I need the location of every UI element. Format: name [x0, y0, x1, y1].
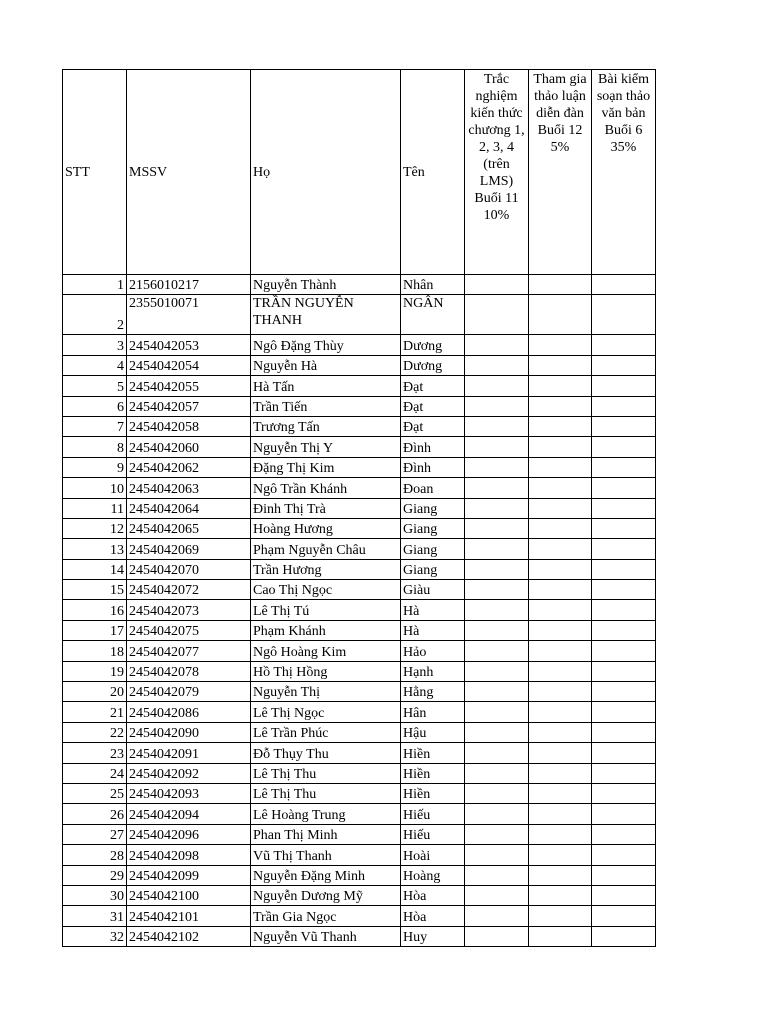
row-stt: 20 — [63, 682, 127, 702]
row-mssv: 2454042053 — [127, 335, 251, 355]
table-row — [63, 641, 656, 661]
row-score-quiz — [465, 702, 529, 722]
row-score-test — [592, 457, 656, 477]
row-mssv: 2454042075 — [127, 620, 251, 640]
row-mssv: 2454042063 — [127, 478, 251, 498]
row-ho: Nguyễn Vũ Thanh — [251, 926, 401, 946]
row-ho: Nguyễn Thị Y — [251, 437, 401, 457]
row-score-forum — [529, 335, 592, 355]
header-score-quiz — [465, 70, 529, 275]
row-mssv: 2454042090 — [127, 722, 251, 742]
table-row — [63, 824, 656, 844]
row-ho: Nguyễn Hà — [251, 355, 401, 375]
row-ho: Lê Trần Phúc — [251, 722, 401, 742]
row-score-forum — [529, 539, 592, 559]
row-ho: Trương Tấn — [251, 416, 401, 436]
header-score-quiz-line: Trắc — [483, 72, 510, 87]
row-score-forum — [529, 478, 592, 498]
table-row — [63, 376, 656, 396]
row-ten: Hòa — [401, 906, 465, 926]
row-score-quiz — [465, 275, 529, 295]
row-stt: 13 — [63, 539, 127, 559]
header-score-test-line: văn bản — [601, 106, 646, 121]
row-ho: Đinh Thị Trà — [251, 498, 401, 518]
row-ho: Nguyễn Dương Mỹ — [251, 885, 401, 905]
row-score-test — [592, 620, 656, 640]
row-stt: 4 — [63, 355, 127, 375]
row-score-quiz — [465, 845, 529, 865]
table-row — [63, 763, 656, 783]
row-score-quiz — [465, 437, 529, 457]
row-stt: 14 — [63, 559, 127, 579]
header-score-forum — [529, 70, 592, 275]
row-ten: Hà — [401, 600, 465, 620]
row-score-test — [592, 783, 656, 803]
row-ten: Giang — [401, 539, 465, 559]
row-score-test — [592, 335, 656, 355]
header-ten: Tên — [401, 70, 465, 275]
row-mssv: 2454042062 — [127, 457, 251, 477]
row-ho: Vũ Thị Thanh — [251, 845, 401, 865]
row-score-quiz — [465, 539, 529, 559]
row-ho: Ngô Đặng Thùy — [251, 335, 401, 355]
row-stt: 30 — [63, 885, 127, 905]
row-ho: Ngô Hoàng Kim — [251, 641, 401, 661]
row-score-quiz — [465, 885, 529, 905]
row-score-quiz — [465, 518, 529, 538]
row-score-forum — [529, 763, 592, 783]
row-ho: Cao Thị Ngọc — [251, 580, 401, 600]
row-score-test — [592, 885, 656, 905]
row-ho: Đỗ Thụy Thu — [251, 743, 401, 763]
row-score-forum — [529, 743, 592, 763]
row-mssv: 2355010071 — [127, 295, 251, 335]
row-score-test — [592, 661, 656, 681]
row-score-quiz — [465, 416, 529, 436]
row-score-test — [592, 295, 656, 335]
row-score-quiz — [465, 722, 529, 742]
row-score-forum — [529, 906, 592, 926]
row-ho: Phạm Khánh — [251, 620, 401, 640]
table-row — [63, 437, 656, 457]
row-stt: 29 — [63, 865, 127, 885]
row-mssv: 2454042070 — [127, 559, 251, 579]
row-mssv: 2454042091 — [127, 743, 251, 763]
row-score-forum — [529, 783, 592, 803]
row-score-forum — [529, 702, 592, 722]
table-row — [63, 845, 656, 865]
row-ten: Hòa — [401, 885, 465, 905]
row-stt: 6 — [63, 396, 127, 416]
header-score-test-line: Buổi 6 — [604, 123, 643, 138]
row-score-quiz — [465, 396, 529, 416]
header-score-quiz-line: kiến thức — [470, 106, 523, 121]
table-row — [63, 295, 656, 335]
row-ten: Hằng — [401, 682, 465, 702]
row-mssv: 2454042054 — [127, 355, 251, 375]
row-score-test — [592, 478, 656, 498]
row-score-test — [592, 376, 656, 396]
row-score-forum — [529, 600, 592, 620]
row-ho: Trần Hương — [251, 559, 401, 579]
row-score-quiz — [465, 580, 529, 600]
row-score-quiz — [465, 498, 529, 518]
header-row — [63, 70, 656, 275]
row-score-forum — [529, 396, 592, 416]
row-score-quiz — [465, 620, 529, 640]
row-score-test — [592, 437, 656, 457]
table-row — [63, 783, 656, 803]
header-ho: Họ — [251, 70, 401, 275]
row-ho: Hồ Thị Hồng — [251, 661, 401, 681]
row-score-quiz — [465, 600, 529, 620]
row-score-quiz — [465, 376, 529, 396]
row-ho: Nguyễn Thành — [251, 275, 401, 295]
row-score-forum — [529, 498, 592, 518]
row-score-quiz — [465, 682, 529, 702]
row-ten: Hiếu — [401, 824, 465, 844]
table-row — [63, 478, 656, 498]
row-ho: Ngô Trần Khánh — [251, 478, 401, 498]
table-row — [63, 335, 656, 355]
table-row — [63, 457, 656, 477]
row-score-forum — [529, 559, 592, 579]
row-mssv: 2454042077 — [127, 641, 251, 661]
row-score-test — [592, 539, 656, 559]
row-score-forum — [529, 865, 592, 885]
row-ten: Huy — [401, 926, 465, 946]
row-mssv: 2454042096 — [127, 824, 251, 844]
row-stt: 31 — [63, 906, 127, 926]
row-stt: 18 — [63, 641, 127, 661]
row-score-forum — [529, 376, 592, 396]
header-score-forum-line: diễn đàn — [536, 106, 584, 121]
row-score-quiz — [465, 763, 529, 783]
row-score-test — [592, 702, 656, 722]
row-ten: Hiền — [401, 743, 465, 763]
row-mssv: 2454042079 — [127, 682, 251, 702]
row-ten: Giang — [401, 518, 465, 538]
row-ho: Đặng Thị Kim — [251, 457, 401, 477]
row-stt: 24 — [63, 763, 127, 783]
row-ten: Hiền — [401, 783, 465, 803]
row-ten: Đình — [401, 457, 465, 477]
row-ho: Trần Tiến — [251, 396, 401, 416]
row-ho: Lê Thị Ngọc — [251, 702, 401, 722]
row-score-test — [592, 416, 656, 436]
row-stt: 9 — [63, 457, 127, 477]
row-ten: Giang — [401, 498, 465, 518]
row-stt: 7 — [63, 416, 127, 436]
row-ten: Đoan — [401, 478, 465, 498]
row-stt: 26 — [63, 804, 127, 824]
row-score-test — [592, 804, 656, 824]
table-row — [63, 275, 656, 295]
row-ten: Giàu — [401, 580, 465, 600]
row-score-quiz — [465, 804, 529, 824]
row-ten: Đạt — [401, 396, 465, 416]
row-score-forum — [529, 722, 592, 742]
row-mssv: 2156010217 — [127, 275, 251, 295]
row-score-quiz — [465, 478, 529, 498]
row-score-quiz — [465, 824, 529, 844]
row-mssv: 2454042073 — [127, 600, 251, 620]
row-stt: 8 — [63, 437, 127, 457]
row-score-quiz — [465, 926, 529, 946]
row-ten: Đạt — [401, 416, 465, 436]
row-score-test — [592, 722, 656, 742]
header-score-test-line: 35% — [610, 140, 637, 155]
row-stt: 11 — [63, 498, 127, 518]
row-ten: Giang — [401, 559, 465, 579]
row-score-forum — [529, 580, 592, 600]
row-score-quiz — [465, 559, 529, 579]
row-ten: Hiếu — [401, 804, 465, 824]
row-score-quiz — [465, 457, 529, 477]
table-row — [63, 661, 656, 681]
table-row — [63, 620, 656, 640]
row-score-forum — [529, 457, 592, 477]
row-ten: Hoài — [401, 845, 465, 865]
header-score-forum-line: thảo luận — [534, 89, 586, 104]
row-stt: 16 — [63, 600, 127, 620]
row-ho: Lê Hoàng Trung — [251, 804, 401, 824]
table-row — [63, 804, 656, 824]
row-stt: 5 — [63, 376, 127, 396]
row-stt: 3 — [63, 335, 127, 355]
row-score-quiz — [465, 743, 529, 763]
row-score-test — [592, 865, 656, 885]
row-stt: 10 — [63, 478, 127, 498]
header-score-quiz-line: (trên — [483, 157, 510, 172]
row-ten: Hiền — [401, 763, 465, 783]
row-stt: 15 — [63, 580, 127, 600]
row-mssv: 2454042102 — [127, 926, 251, 946]
row-score-forum — [529, 926, 592, 946]
row-score-forum — [529, 682, 592, 702]
roster-body — [63, 275, 656, 947]
header-score-forum-line: Tham gia — [533, 72, 587, 87]
row-mssv: 2454042092 — [127, 763, 251, 783]
row-score-test — [592, 926, 656, 946]
row-stt: 21 — [63, 702, 127, 722]
row-mssv: 2454042099 — [127, 865, 251, 885]
header-score-quiz-line: chương 1, — [468, 123, 525, 138]
row-ho: Phan Thị Minh — [251, 824, 401, 844]
row-stt: 27 — [63, 824, 127, 844]
row-score-test — [592, 641, 656, 661]
table-row — [63, 416, 656, 436]
row-score-forum — [529, 845, 592, 865]
table-row — [63, 743, 656, 763]
row-stt: 32 — [63, 926, 127, 946]
row-score-quiz — [465, 865, 529, 885]
row-score-forum — [529, 416, 592, 436]
row-ten: Dương — [401, 335, 465, 355]
header-score-test — [592, 70, 656, 275]
row-ten: Hạnh — [401, 661, 465, 681]
table-row — [63, 926, 656, 946]
row-stt: 23 — [63, 743, 127, 763]
row-ho: Phạm Nguyễn Châu — [251, 539, 401, 559]
row-score-test — [592, 275, 656, 295]
row-score-forum — [529, 437, 592, 457]
row-ten: Dương — [401, 355, 465, 375]
table-row — [63, 355, 656, 375]
row-score-forum — [529, 661, 592, 681]
row-score-test — [592, 824, 656, 844]
table-row — [63, 906, 656, 926]
row-score-quiz — [465, 335, 529, 355]
row-stt: 2 — [63, 295, 127, 335]
row-ho: Hoàng Hương — [251, 518, 401, 538]
row-stt: 17 — [63, 620, 127, 640]
row-mssv: 2454042078 — [127, 661, 251, 681]
table-row — [63, 518, 656, 538]
row-score-test — [592, 743, 656, 763]
table-row — [63, 682, 656, 702]
header-score-quiz-line: nghiệm — [475, 89, 518, 104]
row-mssv: 2454042100 — [127, 885, 251, 905]
row-score-forum — [529, 824, 592, 844]
row-score-test — [592, 559, 656, 579]
row-mssv: 2454042058 — [127, 416, 251, 436]
header-score-forum-line: Buổi 12 — [537, 123, 583, 138]
row-ho: Lê Thị Thu — [251, 763, 401, 783]
row-ten: Hảo — [401, 641, 465, 661]
row-score-quiz — [465, 783, 529, 803]
row-score-forum — [529, 355, 592, 375]
row-score-quiz — [465, 295, 529, 335]
table-row — [63, 580, 656, 600]
row-score-test — [592, 396, 656, 416]
row-score-forum — [529, 885, 592, 905]
row-score-forum — [529, 641, 592, 661]
header-score-quiz-line: 10% — [483, 208, 510, 223]
header-score-test-line: soạn thảo — [596, 89, 651, 104]
row-mssv: 2454042072 — [127, 580, 251, 600]
row-mssv: 2454042057 — [127, 396, 251, 416]
row-score-test — [592, 682, 656, 702]
row-ten: Đạt — [401, 376, 465, 396]
header-score-quiz-line: LMS) — [479, 174, 514, 189]
row-score-quiz — [465, 355, 529, 375]
row-mssv: 2454042060 — [127, 437, 251, 457]
row-ho: Nguyễn Thị — [251, 682, 401, 702]
row-score-forum — [529, 295, 592, 335]
row-score-quiz — [465, 906, 529, 926]
table-row — [63, 885, 656, 905]
row-score-forum — [529, 275, 592, 295]
row-stt: 22 — [63, 722, 127, 742]
row-mssv: 2454042093 — [127, 783, 251, 803]
row-ten: Nhân — [401, 275, 465, 295]
row-mssv: 2454042065 — [127, 518, 251, 538]
table-row — [63, 702, 656, 722]
row-mssv: 2454042098 — [127, 845, 251, 865]
row-score-test — [592, 498, 656, 518]
row-ho: Nguyễn Đặng Minh — [251, 865, 401, 885]
row-score-quiz — [465, 641, 529, 661]
row-stt: 12 — [63, 518, 127, 538]
row-mssv: 2454042055 — [127, 376, 251, 396]
row-mssv: 2454042086 — [127, 702, 251, 722]
row-mssv: 2454042094 — [127, 804, 251, 824]
row-mssv: 2454042101 — [127, 906, 251, 926]
row-score-test — [592, 845, 656, 865]
row-score-test — [592, 355, 656, 375]
row-ten: Hậu — [401, 722, 465, 742]
row-score-test — [592, 763, 656, 783]
row-ho: Lê Thị Thu — [251, 783, 401, 803]
table-row — [63, 559, 656, 579]
table-row — [63, 539, 656, 559]
row-ho: Hà Tấn — [251, 376, 401, 396]
row-ho: TRẦN NGUYỄN THANH — [251, 295, 401, 335]
table-row — [63, 865, 656, 885]
row-mssv: 2454042064 — [127, 498, 251, 518]
header-mssv: MSSV — [127, 70, 251, 275]
header-score-forum-line: 5% — [550, 140, 570, 155]
header-score-quiz-line: 2, 3, 4 — [479, 140, 514, 155]
header-score-quiz-line: Buổi 11 — [474, 191, 519, 206]
table-row — [63, 722, 656, 742]
header-score-test-line: Bài kiểm — [598, 72, 649, 87]
row-stt: 19 — [63, 661, 127, 681]
row-score-forum — [529, 804, 592, 824]
table-row — [63, 498, 656, 518]
row-stt: 28 — [63, 845, 127, 865]
row-score-forum — [529, 620, 592, 640]
row-mssv: 2454042069 — [127, 539, 251, 559]
row-ho: Trần Gia Ngọc — [251, 906, 401, 926]
row-score-test — [592, 580, 656, 600]
student-roster-table — [62, 69, 656, 947]
row-stt: 1 — [63, 275, 127, 295]
table-row — [63, 600, 656, 620]
row-score-forum — [529, 518, 592, 538]
row-ho: Lê Thị Tú — [251, 600, 401, 620]
row-ten: Hoàng — [401, 865, 465, 885]
row-ten: Hân — [401, 702, 465, 722]
row-ten: Đình — [401, 437, 465, 457]
row-score-test — [592, 600, 656, 620]
row-stt: 25 — [63, 783, 127, 803]
row-score-test — [592, 906, 656, 926]
table-row — [63, 396, 656, 416]
header-stt: STT — [63, 70, 127, 275]
row-ten: NGÂN — [401, 295, 465, 335]
row-score-quiz — [465, 661, 529, 681]
row-score-test — [592, 518, 656, 538]
row-ten: Hà — [401, 620, 465, 640]
